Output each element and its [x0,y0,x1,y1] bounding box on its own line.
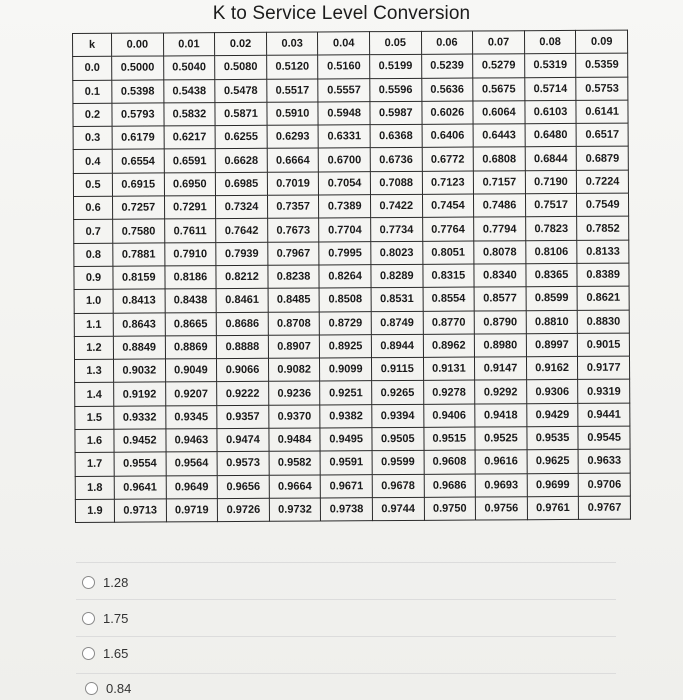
row-k-value: 1.8 [75,476,114,500]
service-level-cell: 0.8531 [371,288,423,312]
option-label: 1.75 [103,610,129,626]
service-level-cell: 0.5948 [318,102,370,126]
service-level-cell: 0.9418 [475,403,527,427]
row-k-value: 0.1 [73,80,112,104]
k-service-level-table [72,30,631,524]
service-level-cell: 0.6026 [421,101,473,125]
row-k-value: 0.6 [73,196,112,220]
radio-button-icon[interactable] [82,647,95,660]
service-level-cell: 0.6591 [164,149,216,173]
service-level-cell: 0.8508 [319,288,371,312]
table-row [73,100,628,127]
service-level-cell: 0.5359 [576,53,628,77]
column-header: 0.04 [318,32,370,56]
service-level-cell: 0.9332 [114,406,166,430]
service-level-cell: 0.8078 [474,240,526,264]
service-level-cell: 0.9719 [166,499,218,523]
row-k-value: 0.3 [73,126,112,150]
service-level-cell: 0.8830 [578,310,630,334]
service-level-cell: 0.9633 [578,449,630,473]
service-level-cell: 0.8790 [474,310,526,334]
service-level-cell: 0.9495 [320,428,372,452]
service-level-cell: 0.8888 [217,335,269,359]
row-k-value: 0.0 [73,57,112,81]
service-level-cell: 0.9525 [475,427,527,451]
service-level-cell: 0.8665 [165,312,217,336]
service-level-cell: 0.6915 [112,173,164,197]
table-row [73,170,628,197]
service-level-cell: 0.5871 [215,102,267,126]
service-level-cell: 0.5080 [215,56,267,80]
service-level-cell: 0.7054 [319,171,371,195]
service-level-cell: 0.9664 [269,475,321,499]
service-level-cell: 0.7995 [319,241,371,265]
service-level-cell: 0.9756 [475,497,527,521]
row-k-value: 0.4 [73,150,112,174]
service-level-cell: 0.7642 [216,219,268,243]
row-k-value: 1.1 [74,313,113,337]
service-level-cell: 0.7881 [113,243,165,267]
service-level-cell: 0.7910 [164,242,216,266]
service-level-cell: 0.5987 [370,101,422,125]
service-level-cell: 0.8708 [268,312,320,336]
service-level-cell: 0.5398 [112,80,164,104]
service-level-cell: 0.7324 [216,195,268,219]
service-level-cell: 0.9251 [320,381,372,405]
row-k-value: 1.6 [75,429,114,453]
service-level-cell: 0.8051 [422,241,474,265]
service-level-cell: 0.6217 [164,126,216,150]
service-level-cell: 0.8925 [320,335,372,359]
service-level-cell: 0.9099 [320,358,372,382]
service-level-cell: 0.5120 [266,55,318,79]
column-header: 0.00 [112,33,164,57]
service-level-cell: 0.5438 [163,79,215,103]
service-level-cell: 0.6554 [112,149,164,173]
service-level-cell: 0.9671 [321,474,373,498]
radio-button-icon[interactable] [82,612,95,625]
service-level-cell: 0.6664 [267,148,319,172]
row-k-value: 1.2 [74,336,113,360]
service-level-cell: 0.6517 [576,123,628,147]
answer-option-3[interactable] [82,643,128,663]
service-level-cell: 0.8869 [165,335,217,359]
table-row [74,263,629,290]
column-header: 0.08 [524,30,576,54]
service-level-cell: 0.9656 [217,475,269,499]
service-level-cell: 0.7852 [577,216,629,240]
service-level-cell: 0.7517 [525,193,577,217]
service-level-cell: 0.5753 [576,77,628,101]
service-level-cell: 0.5239 [421,54,473,78]
column-header: 0.09 [576,30,628,54]
service-level-cell: 0.8106 [526,240,578,264]
service-level-cell: 0.9306 [526,380,578,404]
service-level-cell: 0.9265 [372,381,424,405]
corner-header: k [73,33,112,57]
row-k-value: 1.7 [75,453,114,477]
service-level-cell: 0.8186 [165,266,217,290]
row-k-value: 0.7 [74,220,113,244]
service-level-cell: 0.9693 [475,473,527,497]
service-level-cell: 0.8365 [526,263,578,287]
divider [76,673,616,674]
service-level-cell: 0.9699 [527,473,579,497]
service-level-cell: 0.8686 [216,312,268,336]
service-level-cell: 0.8485 [268,288,320,312]
service-level-cell: 0.8810 [526,310,578,334]
service-level-cell: 0.6736 [370,148,422,172]
service-level-cell: 0.7422 [370,194,422,218]
row-k-value: 1.9 [75,499,114,523]
service-level-cell: 0.5319 [524,54,576,78]
service-level-cell: 0.8413 [113,289,165,313]
service-level-cell: 0.8729 [320,311,372,335]
service-level-cell: 0.7257 [112,196,164,220]
service-level-cell: 0.9625 [527,450,579,474]
service-level-cell: 0.9686 [424,474,476,498]
table-row [75,403,630,430]
service-level-cell: 0.9591 [320,451,372,475]
service-level-cell: 0.8849 [113,336,165,360]
row-k-value: 0.8 [74,243,113,267]
service-level-cell: 0.8980 [475,334,527,358]
service-level-cell: 0.7704 [319,218,371,242]
service-level-cell: 0.9406 [423,404,475,428]
service-level-cell: 0.8461 [216,289,268,313]
service-level-cell: 0.7291 [164,196,216,220]
service-level-cell: 0.6293 [267,125,319,149]
option-label: 1.28 [103,574,129,590]
service-level-cell: 0.9177 [578,356,630,380]
service-level-cell: 0.6844 [525,147,577,171]
service-level-cell: 0.8997 [526,333,578,357]
row-k-value: 0.5 [73,173,112,197]
service-level-cell: 0.7823 [525,217,577,241]
service-level-cell: 0.9162 [526,357,578,381]
service-level-cell: 0.8770 [423,311,475,335]
service-level-cell: 0.9505 [372,427,424,451]
service-level-cell: 0.7734 [371,218,423,242]
service-level-cell: 0.9706 [579,473,631,497]
service-level-cell: 0.6985 [216,172,268,196]
service-level-cell: 0.9066 [217,358,269,382]
service-level-cell: 0.5199 [370,55,422,79]
table-row [73,123,628,150]
service-level-cell: 0.9463 [166,429,218,453]
service-level-cell: 0.9535 [527,426,579,450]
service-level-cell: 0.8438 [165,289,217,313]
service-level-cell: 0.7549 [577,193,629,217]
service-level-cell: 0.8023 [371,241,423,265]
divider [76,562,616,563]
service-level-cell: 0.5832 [164,103,216,127]
service-level-cell: 0.8643 [113,313,165,337]
service-level-cell: 0.9738 [321,498,373,522]
column-header: 0.03 [266,32,318,56]
table-header-row [73,30,628,57]
service-level-cell: 0.8621 [577,286,629,310]
table-row [75,380,630,407]
service-level-cell: 0.6406 [422,124,474,148]
service-level-cell: 0.8133 [577,240,629,264]
service-level-cell: 0.9761 [527,496,579,520]
service-level-cell: 0.7019 [267,172,319,196]
service-level-cell: 0.9429 [527,403,579,427]
service-level-cell: 0.6628 [215,149,267,173]
service-level-cell: 0.9554 [114,452,166,476]
service-level-cell: 0.8962 [423,334,475,358]
service-level-cell: 0.9649 [166,475,218,499]
service-level-cell: 0.8554 [423,287,475,311]
service-level-cell: 0.5478 [215,79,267,103]
service-level-cell: 0.8577 [474,287,526,311]
service-level-cell: 0.9345 [165,405,217,429]
service-level-cell: 0.9441 [578,403,630,427]
service-level-cell: 0.6480 [525,124,577,148]
service-level-cell: 0.9713 [114,499,166,523]
service-level-cell: 0.6808 [473,147,525,171]
divider [76,599,616,600]
service-level-cell: 0.6179 [112,126,164,150]
service-level-cell: 0.6700 [319,148,371,172]
service-level-cell: 0.7157 [474,171,526,195]
table-title: K to Service Level Conversion [212,3,471,24]
service-level-cell: 0.9015 [578,333,630,357]
row-k-value: 1.5 [75,406,114,430]
row-k-value: 1.0 [74,290,113,314]
service-level-cell: 0.9222 [217,382,269,406]
service-level-cell: 0.9394 [372,404,424,428]
row-k-value: 0.2 [73,103,112,127]
service-level-cell: 0.5714 [525,77,577,101]
table-row [74,333,629,360]
row-k-value: 0.9 [74,266,113,290]
service-level-cell: 0.9608 [424,450,476,474]
service-level-cell: 0.5557 [318,78,370,102]
service-level-cell: 0.8264 [319,265,371,289]
service-level-cell: 0.6103 [525,100,577,124]
service-level-cell: 0.9641 [114,476,166,500]
row-k-value: 1.4 [75,383,114,407]
service-level-cell: 0.6141 [576,100,628,124]
service-level-cell: 0.6443 [473,124,525,148]
service-level-cell: 0.6331 [318,125,370,149]
service-level-cell: 0.7611 [164,219,216,243]
table-row [75,496,630,523]
service-level-cell: 0.7580 [113,219,165,243]
service-level-cell: 0.9382 [320,404,372,428]
service-level-cell: 0.7190 [525,170,577,194]
service-level-cell: 0.9032 [113,359,165,383]
table-row [74,240,629,267]
table-row [73,77,628,104]
option-label: 0.84 [106,680,132,696]
service-level-cell: 0.9319 [578,380,630,404]
column-header: 0.05 [369,31,421,55]
service-level-cell: 0.9616 [475,450,527,474]
service-level-cell: 0.7794 [474,217,526,241]
service-level-cell: 0.9292 [475,380,527,404]
table-row [74,356,629,383]
service-level-cell: 0.9049 [165,359,217,383]
service-level-cell: 0.7967 [268,242,320,266]
service-level-cell: 0.8159 [113,266,165,290]
service-level-cell: 0.6879 [577,147,629,171]
service-level-cell: 0.9192 [114,382,166,406]
service-level-cell: 0.5636 [421,78,473,102]
service-level-cell: 0.9357 [217,405,269,429]
service-level-cell: 0.6368 [370,125,422,149]
service-level-cell: 0.7764 [422,217,474,241]
service-level-cell: 0.5000 [112,56,164,80]
table-row [73,147,628,174]
table-row [73,53,628,80]
table-row [75,473,630,500]
service-level-cell: 0.7224 [577,170,629,194]
service-level-cell: 0.8599 [526,287,578,311]
column-header: 0.01 [163,33,215,57]
radio-button-icon[interactable] [85,682,98,695]
column-header: 0.07 [473,31,525,55]
service-level-cell: 0.5596 [370,78,422,102]
table-row [74,286,629,313]
service-level-cell: 0.9082 [268,358,320,382]
service-level-cell: 0.9115 [371,358,423,382]
service-level-cell: 0.5279 [473,54,525,78]
service-level-cell: 0.5160 [318,55,370,79]
service-level-cell: 0.8315 [422,264,474,288]
service-level-cell: 0.9599 [372,451,424,475]
service-level-cell: 0.8389 [577,263,629,287]
table-row [74,310,629,337]
service-level-cell: 0.9452 [114,429,166,453]
row-k-value: 1.3 [74,359,113,383]
service-level-cell: 0.9545 [578,426,630,450]
service-level-cell: 0.9484 [269,428,321,452]
option-label: 1.65 [103,645,129,661]
service-level-cell: 0.6064 [473,101,525,125]
service-level-cell: 0.8289 [371,264,423,288]
table-row [75,449,630,476]
service-level-cell: 0.9236 [268,381,320,405]
service-level-cell: 0.5793 [112,103,164,127]
service-level-cell: 0.7357 [267,195,319,219]
answer-option-4[interactable] [85,678,131,698]
table-row [74,216,629,243]
column-header: 0.02 [215,32,267,56]
service-level-cell: 0.9207 [165,382,217,406]
service-level-cell: 0.9744 [372,497,424,521]
service-level-cell: 0.9474 [217,428,269,452]
answer-option-2[interactable] [82,608,128,628]
service-level-cell: 0.7123 [422,171,474,195]
radio-button-icon[interactable] [82,576,95,589]
service-level-cell: 0.9726 [218,498,270,522]
service-level-cell: 0.7088 [370,171,422,195]
service-level-cell: 0.7389 [319,195,371,219]
service-level-cell: 0.8749 [371,311,423,335]
service-level-cell: 0.9370 [269,405,321,429]
service-level-cell: 0.9750 [424,497,476,521]
service-level-cell: 0.5040 [163,56,215,80]
service-level-cell: 0.9147 [475,357,527,381]
service-level-cell: 0.8212 [216,265,268,289]
service-level-cell: 0.9678 [372,474,424,498]
service-level-cell: 0.7454 [422,194,474,218]
service-level-cell: 0.8238 [268,265,320,289]
divider [76,636,616,637]
service-level-cell: 0.8907 [268,335,320,359]
service-level-cell: 0.7939 [216,242,268,266]
service-level-cell: 0.8944 [371,334,423,358]
column-header: 0.06 [421,31,473,55]
table-row [73,193,628,220]
service-level-cell: 0.9573 [217,452,269,476]
service-level-cell: 0.9767 [579,496,631,520]
service-level-cell: 0.9564 [166,452,218,476]
service-level-cell: 0.7673 [267,218,319,242]
service-level-cell: 0.9515 [423,427,475,451]
service-level-cell: 0.9732 [269,498,321,522]
service-level-cell: 0.9278 [423,380,475,404]
service-level-cell: 0.6772 [422,148,474,172]
service-level-cell: 0.5517 [267,79,319,103]
service-level-cell: 0.5675 [473,77,525,101]
service-level-cell: 0.5910 [267,102,319,126]
service-level-cell: 0.9582 [269,451,321,475]
answer-option-1[interactable] [82,572,128,592]
service-level-cell: 0.6255 [215,125,267,149]
service-level-cell: 0.9131 [423,357,475,381]
service-level-cell: 0.8340 [474,264,526,288]
table-row [75,426,630,453]
service-level-cell: 0.6950 [164,172,216,196]
service-level-cell: 0.7486 [474,194,526,218]
